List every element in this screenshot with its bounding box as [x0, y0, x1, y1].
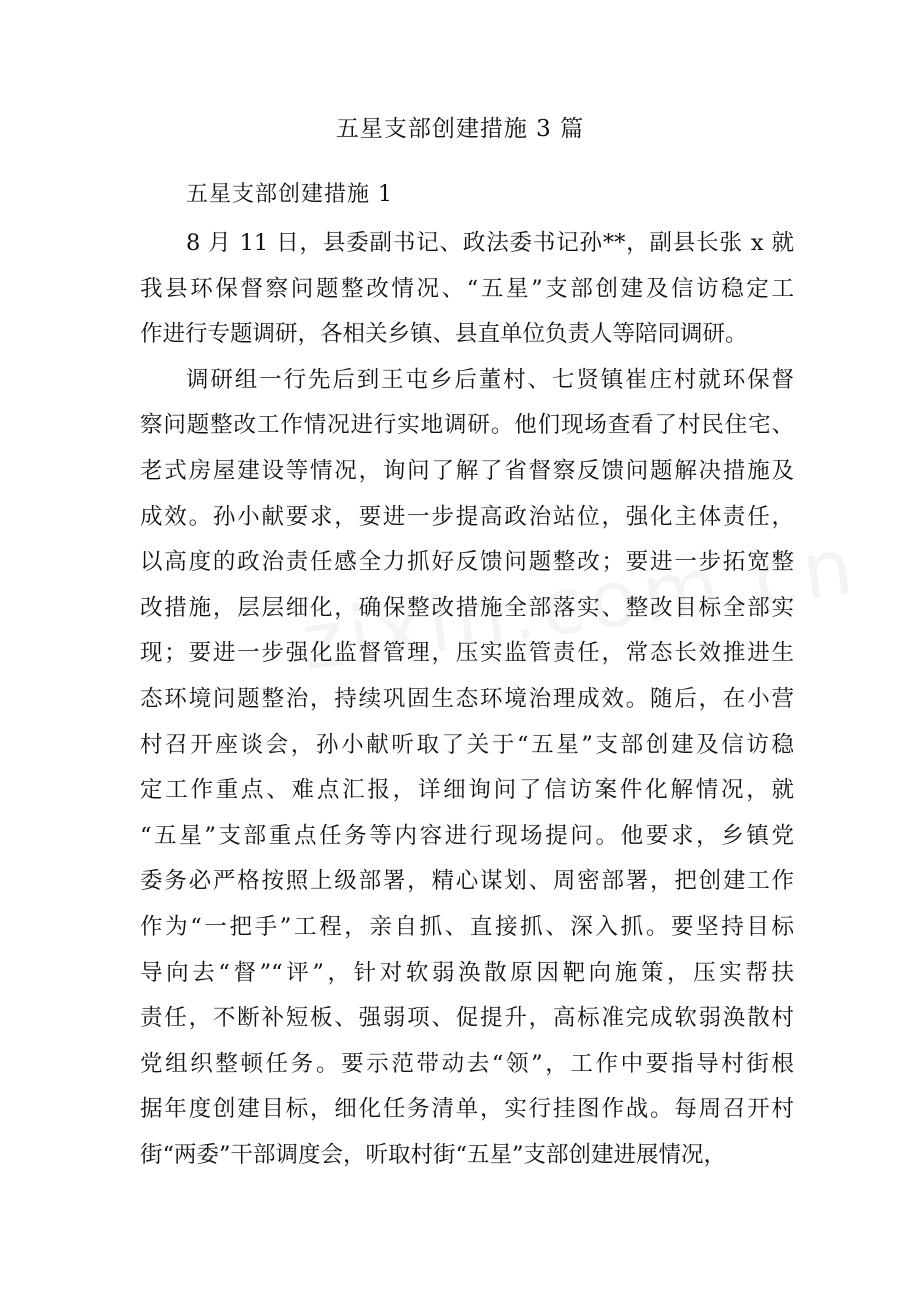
paragraph-line: 察问题整改工作情况进行实地调研。他们现场查看了村民住宅、 — [140, 412, 794, 439]
paragraph-line: 作为“一把手”工程，亲自抓、直接抓、深入抓。要坚持目标 — [140, 913, 794, 940]
paragraph-line: 我县环保督察问题整改情况、“五星”支部创建及信访稳定工 — [140, 275, 794, 302]
paragraph-line: 责任，不断补短板、强弱项、促提升，高标准完成软弱涣散村 — [140, 1005, 794, 1032]
document-title: 五星支部创建措施 3 篇 — [335, 116, 585, 142]
document-body — [140, 221, 794, 1178]
paragraph-line: 据年度创建目标，细化任务清单，实行挂图作战。每周召开村 — [140, 1096, 794, 1123]
paragraph-line: 村召开座谈会，孙小献听取了关于“五星”支部创建及信访稳 — [140, 731, 794, 758]
paragraph-line: 态环境问题整治，持续巩固生态环境治理成效。随后，在小营 — [140, 685, 794, 712]
paragraph-line: 街“两委”干部调度会，听取村街“五星”支部创建进展情况， — [140, 1141, 727, 1168]
paragraph-line: 导向去“督”“评”，针对软弱涣散原因靶向施策，压实帮扶 — [140, 959, 794, 986]
paragraph-line: “五星”支部重点任务等内容进行现场提问。他要求，乡镇党 — [140, 822, 794, 849]
paragraph-line: 8 月 11 日，县委副书记、政法委书记孙**，副县长张 x 就 — [186, 230, 794, 256]
paragraph-line: 定工作重点、难点汇报，详细询问了信访案件化解情况，就 — [140, 777, 794, 804]
paragraph-line: 成效。孙小献要求，要进一步提高政治站位，强化主体责任， — [140, 503, 794, 530]
section-heading: 五星支部创建措施 1 — [186, 182, 393, 207]
paragraph-line: 现；要进一步强化监督管理，压实监管责任，常态长效推进生 — [140, 640, 794, 667]
paragraph-line: 调研组一行先后到王屯乡后董村、七贤镇崔庄村就环保督 — [186, 366, 794, 393]
paragraph-line: 作进行专题调研，各相关乡镇、县直单位负责人等陪同调研。 — [140, 321, 748, 348]
paragraph-line: 老式房屋建设等情况，询问了解了省督察反馈问题解决措施及 — [140, 457, 794, 484]
paragraph-line: 党组织整顿任务。要示范带动去“领”，工作中要指导村街根 — [140, 1050, 794, 1077]
paragraph-line: 委务必严格按照上级部署，精心谋划、周密部署，把创建工作 — [140, 868, 794, 895]
paragraph-line: 改措施，层层细化，确保整改措施全部落实、整改目标全部实 — [140, 594, 794, 621]
paragraph-line: 以高度的政治责任感全力抓好反馈问题整改；要进一步拓宽整 — [140, 549, 794, 576]
